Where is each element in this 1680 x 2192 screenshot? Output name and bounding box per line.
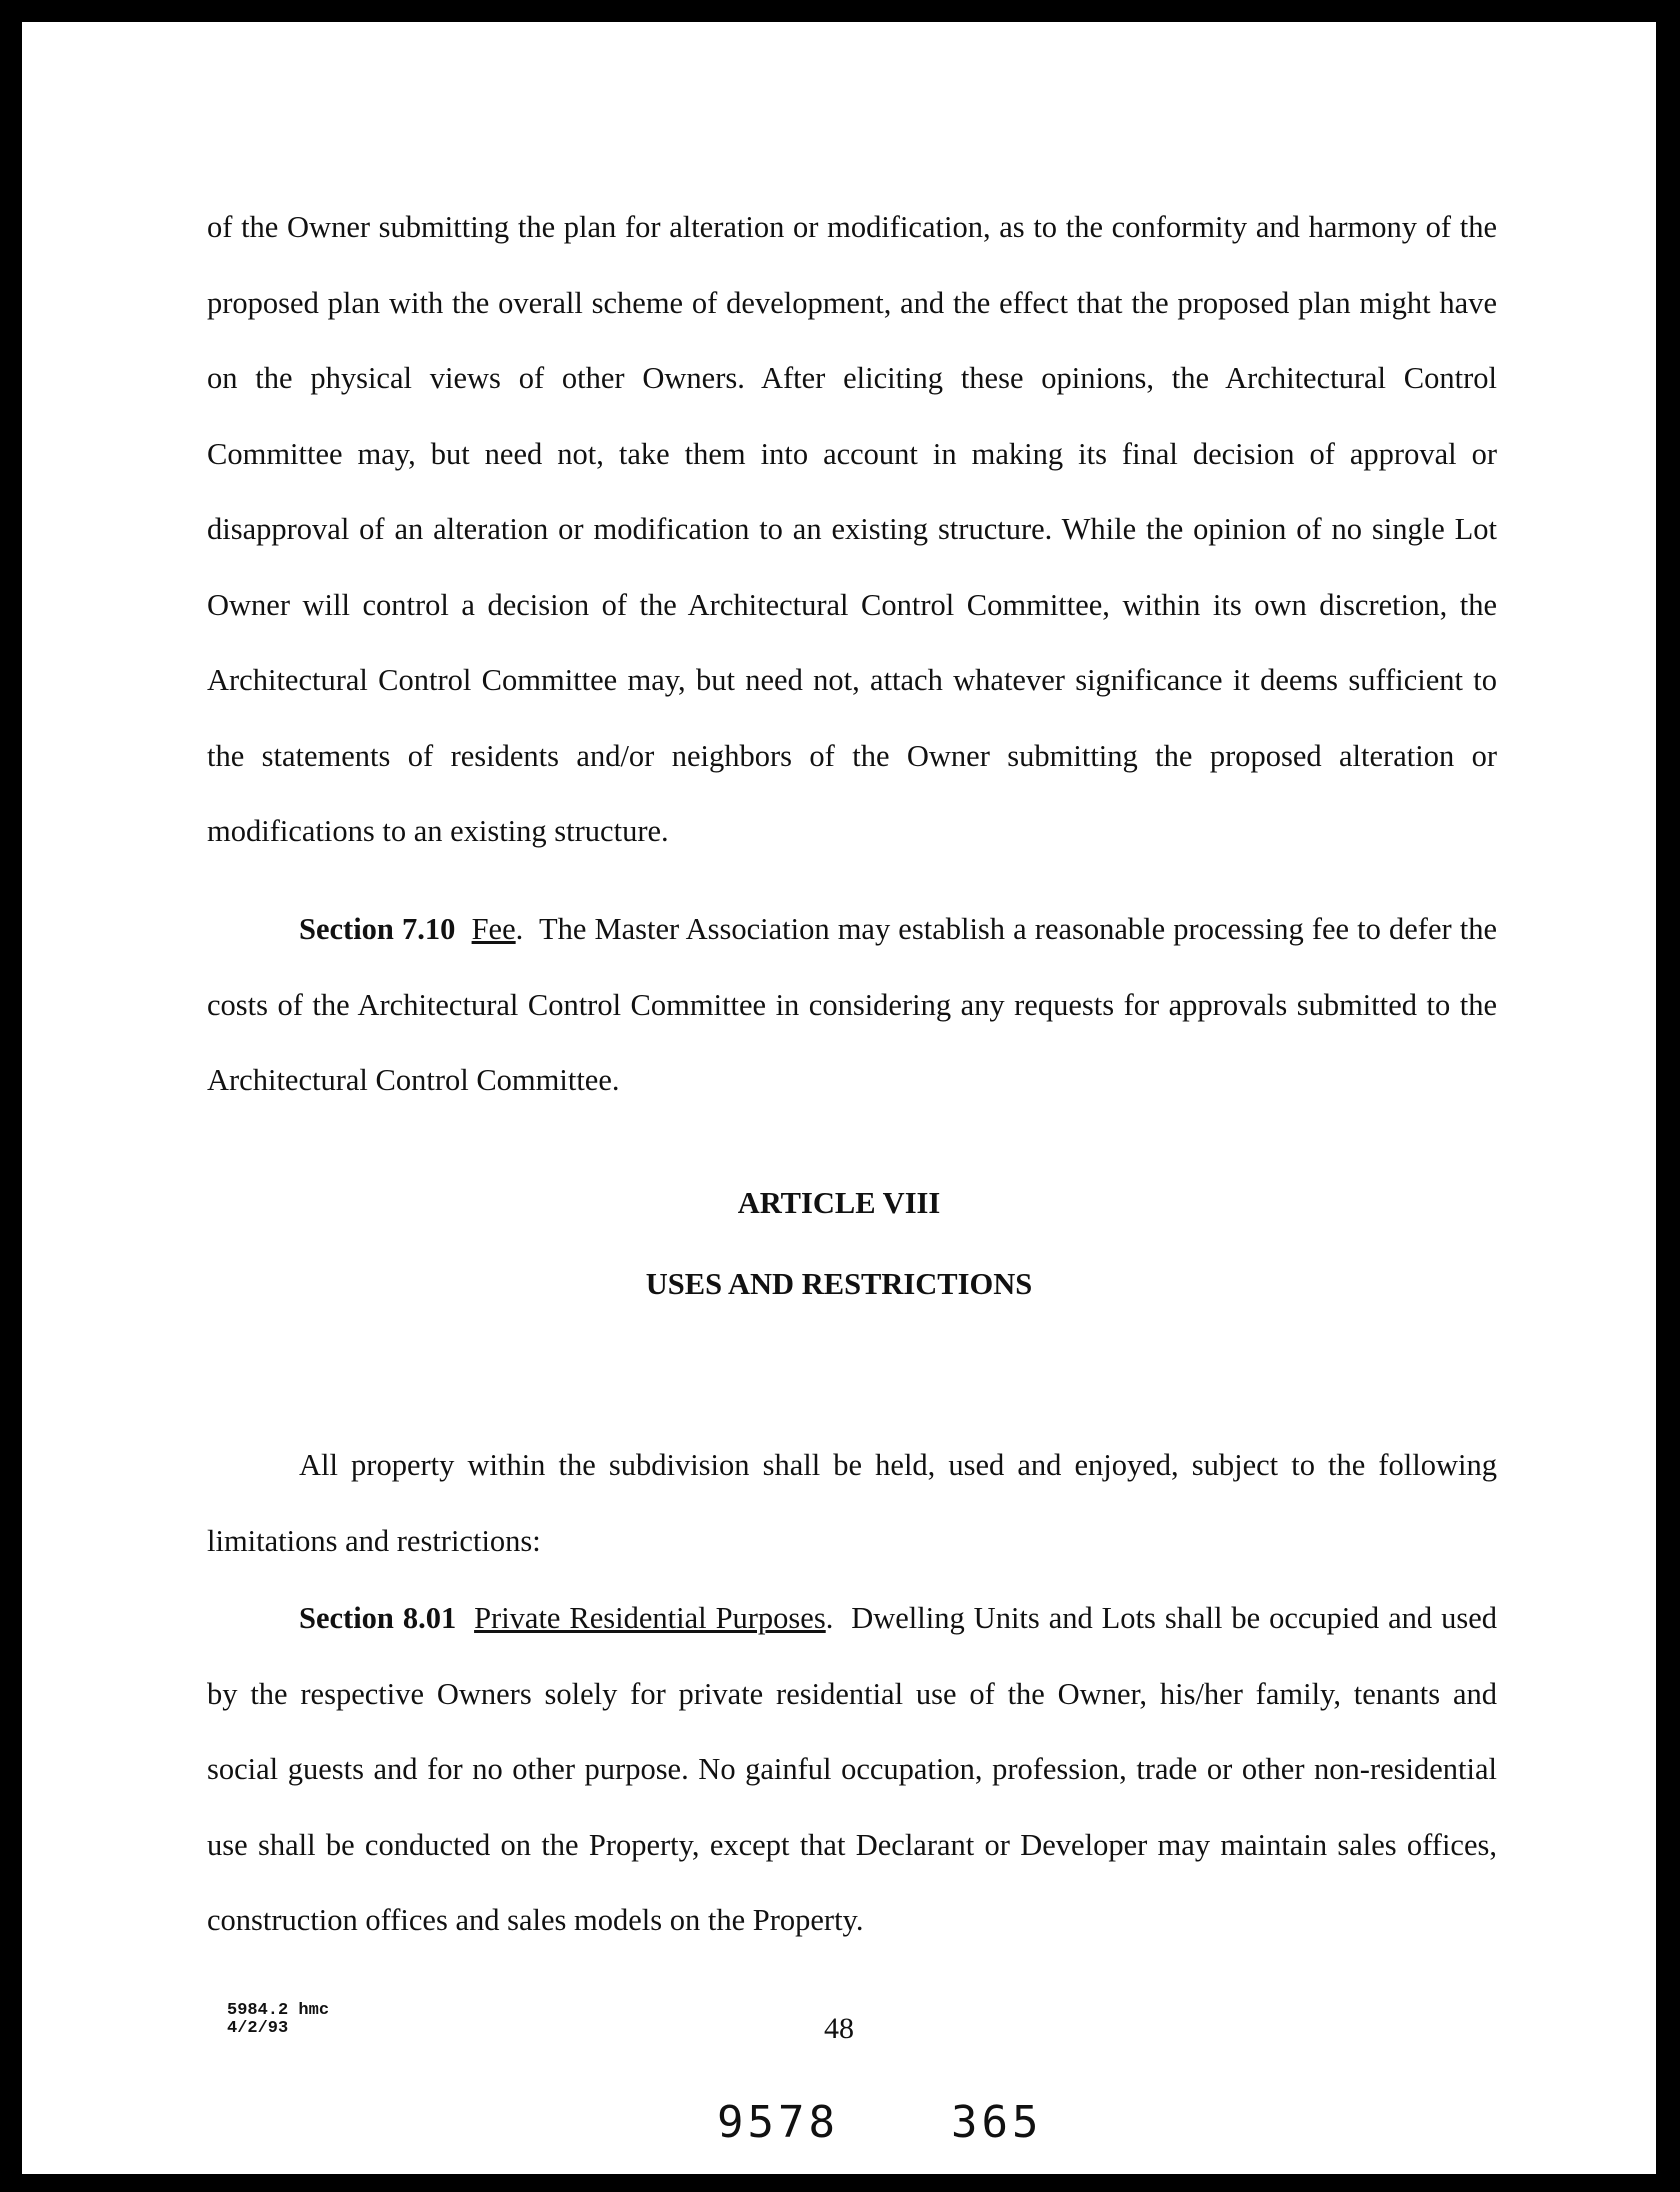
page-number: 48 xyxy=(824,2012,854,2045)
book-page-stamp xyxy=(717,2097,1042,2148)
section-8-01: Section 8.01 Private Residential Purposes. Dwelling Units and Lots shall be occupied and used by the respective Owners solely for private residential use of the Owner, his/her family, tenants and social guests and for no other purpose. No gainful occupation, profession, trade or other non-residential use shall be conducted on the Property, except that Declarant or Developer may maintain sales offices, construction offices and sales models on the Property. xyxy=(207,1601,1497,1937)
book-page-number: 365 xyxy=(950,2097,1043,2148)
article-title: USES AND RESTRICTIONS xyxy=(645,1267,1033,1301)
article-number: ARTICLE VIII xyxy=(737,1186,941,1220)
section-body: The Master Association may establish a reasonable processing fee to defer the costs of the Architectural Control Committee in considering any requests for approvals submitted to the Architectural Control Committee. xyxy=(207,912,1498,1097)
section-title: Fee xyxy=(471,912,516,946)
section-body: Dwelling Units and Lots shall be occupied and used by the respective Owners solely for private residential use of the Owner, his/her family, tenants and social guests and for no other purpose. No gainful occupation, profession, trade or other non-residential use shall be conducted on the Property, except that Declarant or Developer may maintain sales offices, construction offices and sales models on the Property. xyxy=(207,1601,1497,1937)
document-page xyxy=(22,22,1656,2174)
doc-code: 5984.2 hmc xyxy=(227,2001,330,2020)
section-7-10: Section 7.10 Fee. The Master Association may establish a reasonable processing fee to defer the costs of the Architectural Control Committee in considering any requests for approvals submitted to the Architectural Control Committee. xyxy=(207,912,1498,1097)
book-number: 9578 xyxy=(717,2097,839,2148)
section-label: Section 7.10 xyxy=(299,912,456,946)
section-title: Private Residential Purposes xyxy=(474,1601,826,1635)
paragraph-architectural-review: of the Owner submitting the plan for alteration or modification, as to the conformity and harmony of the proposed plan with the overall scheme of development, and the effect that the proposed plan might have on the physical views of other Owners. After eliciting these opinions, the Architectural Control Committee may, but need not, take them into account in making its final decision of approval or disapproval of an alteration or modification to an existing structure. While the opinion of no single Lot Owner will control a decision of the Architectural Control Committee, within its own discretion, the Architectural Control Committee may, but need not, attach whatever significance it deems sufficient to the statements of residents and/or neighbors of the Owner submitting the proposed alteration or modifications to an existing structure. xyxy=(207,210,1497,848)
doc-date: 4/2/93 xyxy=(227,2019,289,2038)
paragraph-intro: All property within the subdivision shall be held, used and enjoyed, subject to the following limitations and restrictions: xyxy=(207,1448,1497,1558)
section-label: Section 8.01 xyxy=(299,1601,457,1635)
